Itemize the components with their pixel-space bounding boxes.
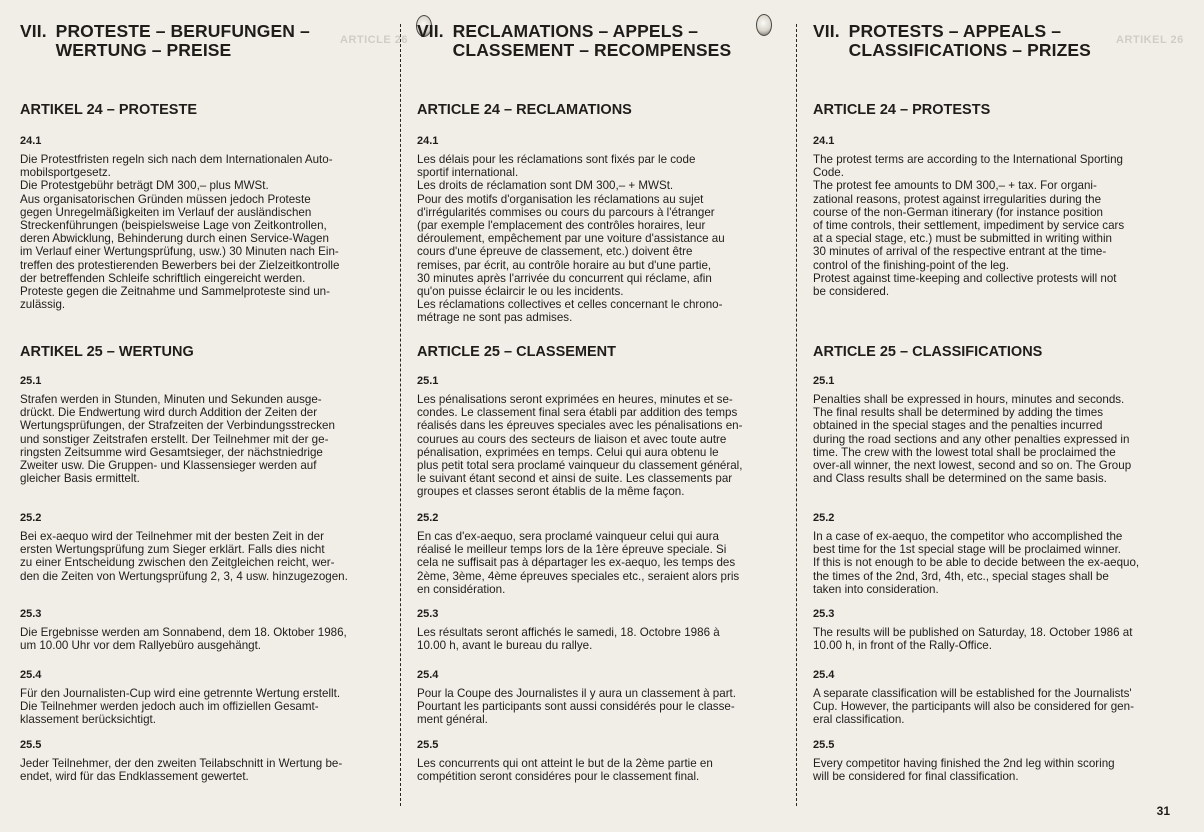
chapter-title: RECLAMATIONS – APPELS – CLASSEMENT – RECOMPENSES — [452, 21, 732, 60]
section-text: Les concurrents qui ont atteint le but de la 2ème partie en compétition seront considéres pour le classement final. — [417, 757, 713, 784]
section-number: 24.1 — [417, 135, 439, 147]
section-25-5 — [813, 739, 1173, 783]
chapter-number: VII. — [417, 21, 444, 41]
section-number: 25.1 — [20, 375, 42, 387]
section-number: 25.3 — [20, 608, 42, 620]
section-25-4 — [813, 669, 1173, 727]
section-25-2 — [813, 512, 1173, 596]
section-text: Les pénalisations seront exprimées en heures, minutes et se- condes. Le classement final sera établi par addition des temps réalisés dans les épreuves speciales avec les pénalisations en- courues au cours des secteurs de liaison et avec toute autre pénalisation, exprimées en temps. Celui qui aura obtenu le plus petit total sera proclamé vainqueur du classement général, le suivant étant second et ainsi de suite. Les classements par groupes et classes seront établis de la même façon. — [417, 393, 743, 499]
chapter-title: PROTESTE – BERUFUNGEN – WERTUNG – PREISE — [55, 21, 310, 60]
article-24-heading: ARTIKEL 24 – PROTESTE — [20, 102, 197, 118]
section-text: In a case of ex-aequo, the competitor who accomplished the best time for the 1st special stage will be proclaimed winner. If this is not enough to be able to decide between the ex-aequo, the times of the 2nd, 3rd, 4th, etc., special stages shall be taken into consideration. — [813, 530, 1140, 596]
section-25-1 — [417, 375, 779, 499]
section-number: 25.3 — [417, 608, 439, 620]
article-24-heading: ARTICLE 24 – RECLAMATIONS — [417, 102, 632, 118]
section-25-3 — [417, 608, 779, 652]
chapter-number: VII. — [813, 21, 840, 41]
section-number: 25.2 — [20, 512, 42, 524]
article-25-heading: ARTICLE 25 – CLASSIFICATIONS — [813, 344, 1043, 360]
section-number: 25.1 — [813, 375, 835, 387]
section-number: 24.1 — [813, 135, 835, 147]
section-number: 25.4 — [813, 669, 835, 681]
section-25-3 — [813, 608, 1173, 652]
section-text: Strafen werden in Stunden, Minuten und Sekunden ausge- drückt. Die Endwertung wird durch Addition der Zeiten der Wertungsprüfungen, der Strafzeiten der Verbindungsstrecken und sonstiger Zeitstrafen erstellt. Der Teilnehmer mit der ge- ringsten Zeitsumme wird Gesamtsieger, der nächstniedrige Zweiter usw. Die Gruppen- und Klassensieger werden auf gleicher Basis ermittelt. — [20, 393, 335, 486]
section-25-4 — [20, 669, 382, 727]
section-number: 25.1 — [417, 375, 439, 387]
section-text: Bei ex-aequo wird der Teilnehmer mit der besten Zeit in der ersten Wertungsprüfung zum Sieger erklärt. Falls dies nicht zu einer Entscheidung zwischen den Zeitgleichen reicht, wer- den die Zeiten von Wertungsprüfung 2, 3, 4 usw. hinzugezogen. — [20, 530, 348, 583]
article-25-heading: ARTICLE 25 – CLASSEMENT — [417, 344, 616, 360]
bleed-through-text: ARTICLE 26 — [340, 34, 408, 46]
article-24-heading: ARTICLE 24 – PROTESTS — [813, 102, 991, 118]
section-25-5 — [20, 739, 382, 783]
section-text: Jeder Teilnehmer, der den zweiten Teilabschnitt in Wertung be- endet, wird für das Endklassement gewertet. — [20, 757, 343, 784]
section-text: En cas d'ex-aequo, sera proclamé vainqueur celui qui aura réalisé le meilleur temps lors de la 1ère épreuve speciale. Si cela ne suffisait pas à départager les ex-aequo, les temps des 2ème, 3ème, 4ème épreuves speciales etc., seraient alors pris en considération. — [417, 530, 740, 596]
section-text: A separate classification will be established for the Journalists' Cup. However, the participants will also be considered for gen- eral classification. — [813, 687, 1134, 727]
chapter-heading — [813, 22, 1173, 60]
section-number: 24.1 — [20, 135, 42, 147]
section-text: Pour la Coupe des Journalistes il y aura un classement à part. Pourtant les participants sont aussi considérés pour le classe- ment général. — [417, 687, 736, 727]
section-text: Les résultats seront affichés le samedi, 18. Octobre 1986 à 10.00 h, avant le bureau du rallye. — [417, 626, 720, 653]
section-number: 25.2 — [417, 512, 439, 524]
bleed-through-text: ARTIKEL 26 — [1116, 34, 1184, 46]
section-number: 25.2 — [813, 512, 835, 524]
french-column — [417, 22, 779, 818]
english-column — [813, 22, 1173, 818]
section-number: 25.3 — [813, 608, 835, 620]
section-text: The results will be published on Saturday, 18. October 1986 at 10.00 h, in front of the Rally-Office. — [813, 626, 1133, 653]
section-text: Die Ergebnisse werden am Sonnabend, dem 18. Oktober 1986, um 10.00 Uhr vor dem Rallyebüro ausgehängt. — [20, 626, 347, 653]
section-24-1 — [20, 135, 382, 311]
section-text: The protest terms are according to the International Sporting Code. The protest fee amounts to DM 300,– + tax. For organi- zational reasons, protest against irregularities during the course of the non-German itinerary (for instance position of time controls, their settlement, impediment by service cars at a special stage, etc.) must be submitted in writing within 30 minutes of arrival of the respective entrant at the time- control of the finishing-point of the leg. Protest against time-keeping and collective protests will not be considered. — [813, 153, 1125, 299]
section-number: 25.4 — [417, 669, 439, 681]
section-number: 25.5 — [417, 739, 439, 751]
section-text: Die Protestfristen regeln sich nach dem Internationalen Auto- mobilsportgesetz. Die Protestgebühr beträgt DM 300,– plus MWSt. Aus organisatorischen Gründen müssen jedoch Proteste gegen Unregelmäßigkeiten im Verlauf der ausländischen Streckenführungen (beispielsweise Lage von Zeitkontrollen, deren Abwicklung, Behinderung durch einen Service-Wagen im Verlauf einer Wertungsprüfung, usw.) 30 Minuten nach Ein- treffen des protestierenden Bewerbers bei der Zielzeitkontrolle der betreffenden Schleife schriftlich eingereicht werden. Proteste gegen die Zeitnahme und Sammelproteste sind un- zulässig. — [20, 153, 340, 312]
section-text: Penalties shall be expressed in hours, minutes and seconds. The final results shall be determined by adding the times obtained in the special stages and the penalties incurred during the road sections and any other penalties expressed in time. The crew with the lowest total shall be proclaimed the over-all winner, the next lowest, second and so on. The Group and Class results shall be determined on the same basis. — [813, 393, 1132, 486]
column-divider — [400, 24, 401, 806]
column-divider — [796, 24, 797, 806]
section-25-5 — [417, 739, 779, 783]
chapter-heading — [417, 22, 779, 60]
section-number: 25.5 — [813, 739, 835, 751]
article-25-heading: ARTIKEL 25 – WERTUNG — [20, 344, 194, 360]
chapter-number: VII. — [20, 21, 47, 41]
chapter-title: PROTESTS – APPEALS – CLASSIFICATIONS – PRIZES — [848, 21, 1091, 60]
section-text: Les délais pour les réclamations sont fixés par le code sportif international. Les droits de réclamation sont DM 300,– + MWSt. Pour des motifs d'organisation les réclamations au sujet d'irrégularités commises ou cours du parcours à l'étranger (par exemple l'emplacement des contrôles horaires, leur déroulement, empêchement par une voiture d'assistance au cours d'une épreuve de classement, etc.) doivent être remises, par écrit, au contrôle horaire au but d'une partie, 30 minutes après l'arrivée du concurrent qui réclame, afin qu'on puisse éclaircir le ou les incidents. Les réclamations collectives et celles concernant le chrono- métrage ne sont pas admises. — [417, 153, 725, 325]
section-25-2 — [20, 512, 382, 583]
section-25-1 — [20, 375, 382, 485]
section-25-4 — [417, 669, 779, 727]
chapter-heading — [20, 22, 382, 60]
page-number: 31 — [1156, 804, 1170, 818]
section-25-1 — [813, 375, 1173, 485]
section-24-1 — [813, 135, 1173, 298]
section-24-1 — [417, 135, 779, 325]
section-text: Every competitor having finished the 2nd leg within scoring will be considered for final classification. — [813, 757, 1115, 784]
section-number: 25.5 — [20, 739, 42, 751]
section-text: Für den Journalisten-Cup wird eine getrennte Wertung erstellt. Die Teilnehmer werden jedoch auch im offiziellen Gesamt- klassement berücksichtigt. — [20, 687, 341, 727]
section-25-2 — [417, 512, 779, 596]
section-25-3 — [20, 608, 382, 652]
section-number: 25.4 — [20, 669, 42, 681]
german-column — [20, 22, 382, 818]
